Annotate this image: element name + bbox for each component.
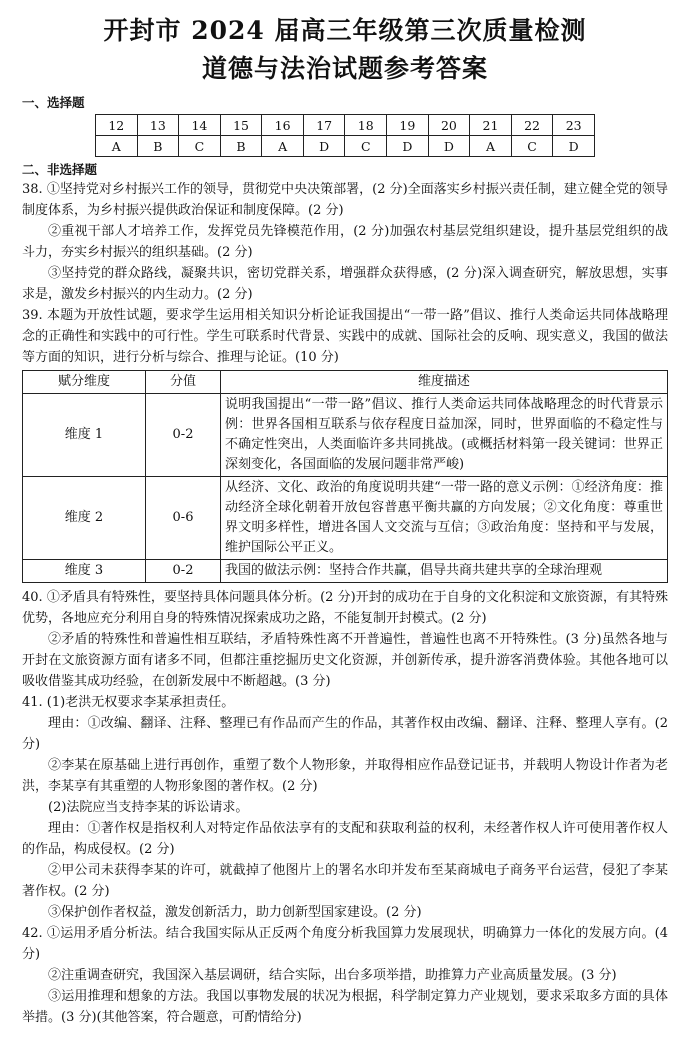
answer-letter: D (303, 136, 345, 157)
answer-letter: C (179, 136, 221, 157)
rubric-description: 我国的做法示例：坚持合作共赢，倡导共商共建共享的全球治理观 (221, 560, 668, 583)
rubric-row (23, 394, 668, 477)
answer-letter: A (262, 136, 304, 157)
q40-point: ②矛盾的特殊性和普遍性相互联结，矛盾特殊性离不开普遍性，普遍性也离不开特殊性。(3 分)虽然各地与开封在文旅资源方面有诸多不同，但都注重挖掘历史文化资源，并创新传承，提升游客消费体验。其他各地可以吸收借鉴其成功经验，在创新发展中不断超越。(3 分) (22, 632, 668, 689)
rubric-score: 0-2 (146, 394, 221, 477)
answer-row (96, 136, 595, 157)
section-multiple-choice: 一、选择题 (22, 95, 85, 110)
q42-point: ③运用推理和想象的方法。我国以事物发展的状况为根据，科学制定算力产业规划，要求采取多方面的具体举措。(3 分)(其他答案，符合题意，可酌情给分) (22, 989, 668, 1025)
doc-title-line1: 开封市 2024 届高三年级第三次质量检测 (103, 16, 587, 45)
question-number-row (96, 115, 595, 136)
header-dimension: 赋分维度 (23, 371, 146, 394)
q41-line: (2)法院应当支持李某的诉讼请求。 (48, 800, 249, 815)
rubric-dimension: 维度 2 (23, 477, 146, 560)
q42-point: 42. ①运用矛盾分析法。结合我国实际从正反两个角度分析我国算力发展现状，明确算力一体化的发展方向。(4 分) (22, 926, 668, 962)
q38-point: 38. ①坚持党对乡村振兴工作的领导，贯彻党中央决策部署，(2 分)全面落实乡村振兴责任制，建立健全党的领导制度体系，为乡村振兴提供政治保证和制度保障。(2 分) (22, 182, 668, 218)
rubric-description: 说明我国提出“一带一路”倡议、推行人类命运共同体战略理念的时代背景示例：世界各国相互联系与依存程度日益加深，同时，世界面临的不稳定性与不确定性突出，人类面临许多共同挑战。(或概括材料第一段关键词：世界正深刻变化，各国面临的发展问题非常严峻) (221, 394, 668, 477)
rubric-score: 0-6 (146, 477, 221, 560)
answer-letter: B (137, 136, 179, 157)
answer-letter: A (470, 136, 512, 157)
question-38 (22, 179, 668, 305)
doc-title-line2: 道德与法治试题参考答案 (201, 54, 488, 83)
header-description: 维度描述 (221, 371, 668, 394)
question-number: 17 (303, 115, 345, 136)
rubric-dimension: 维度 3 (23, 560, 146, 583)
rubric-description: 从经济、文化、政治的角度说明共建“一带一路的意义示例：①经济角度：推动经济全球化朝着开放包容普惠平衡共赢的方向发展；②文化角度：尊重世界文明多样性，增进各国人文交流与互信；③政治角度：坚持和平与发展，维护国际公平正义。 (221, 477, 668, 560)
question-42 (22, 923, 668, 1028)
question-number: 16 (262, 115, 304, 136)
question-number: 20 (428, 115, 470, 136)
question-number: 19 (387, 115, 429, 136)
question-number: 15 (220, 115, 262, 136)
q41-line: 理由：①著作权是指权利人对特定作品依法享有的支配和获取利益的权利，未经著作权人许可使用著作权人的作品，构成侵权。(2 分) (22, 821, 668, 857)
header-score: 分值 (146, 371, 221, 394)
question-number: 21 (470, 115, 512, 136)
q42-point: ②注重调查研究，我国深入基层调研，结合实际，出台多项举措，助推算力产业高质量发展。(3 分) (48, 968, 617, 983)
rubric-row (23, 560, 668, 583)
rubric-row (23, 477, 668, 560)
question-number: 18 (345, 115, 387, 136)
section-non-choice: 二、非选择题 (22, 162, 98, 177)
q41-line: ②甲公司未获得李某的许可，就截掉了他图片上的署名水印并发布至某商城电子商务平台运营，侵犯了李某著作权。(2 分) (22, 863, 668, 899)
q39-intro: 39. 本题为开放性试题，要求学生运用相关知识分析论证我国提出“一带一路”倡议、推行人类命运共同体战略理念的正确性和实践中的可行性。学生可联系时代背景、实践中的成就、国际社会的反响、现实意义，我国的做法等方面的知识，进行分析与综合、推理与论证。(10 分) (22, 308, 668, 365)
q41-line: ②李某在原基础上进行再创作，重塑了数个人物形象，并取得相应作品登记证书，并载明人物设计作者为老洪，李某享有其重塑的人物形象图的著作权。(2 分) (22, 758, 668, 794)
q40-point: 40. ①矛盾具有特殊性，要坚持具体问题具体分析。(2 分)开封的成功在于自身的文化积淀和文旅资源，有其特殊优势，各地应充分利用自身的特殊情况探索成功之路，不能复制开封模式。(2 分) (22, 590, 668, 626)
answer-letter: D (553, 136, 595, 157)
question-number: 13 (137, 115, 179, 136)
question-number: 22 (511, 115, 553, 136)
answer-letter: C (345, 136, 387, 157)
rubric-table (22, 370, 668, 583)
question-number: 14 (179, 115, 221, 136)
rubric-header (23, 371, 668, 394)
answer-letter: C (511, 136, 553, 157)
question-number: 23 (553, 115, 595, 136)
answer-letter: D (387, 136, 429, 157)
answer-table (95, 114, 595, 157)
q41-line: ③保护创作者权益，激发创新活力，助力创新型国家建设。(2 分) (48, 905, 422, 920)
rubric-score: 0-2 (146, 560, 221, 583)
answer-letter: D (428, 136, 470, 157)
question-number: 12 (96, 115, 138, 136)
answer-letter: B (220, 136, 262, 157)
q41-line: 41. (1)老洪无权要求李某承担责任。 (22, 695, 235, 710)
question-41 (22, 692, 668, 923)
rubric-dimension: 维度 1 (23, 394, 146, 477)
q38-point: ③坚持党的群众路线，凝聚共识，密切党群关系，增强群众获得感，(2 分)深入调查研究，解放思想，实事求是，激发乡村振兴的内生动力。(2 分) (22, 266, 668, 302)
question-40 (22, 587, 668, 692)
answer-letter: A (96, 136, 138, 157)
q41-line: 理由：①改编、翻译、注释、整理已有作品而产生的作品，其著作权由改编、翻译、注释、整理人享有。(2 分) (22, 716, 668, 752)
q38-point: ②重视干部人才培养工作，发挥党员先锋模范作用，(2 分)加强农村基层党组织建设，提升基层党组织的战斗力，夯实乡村振兴的组织基础。(2 分) (22, 224, 668, 260)
